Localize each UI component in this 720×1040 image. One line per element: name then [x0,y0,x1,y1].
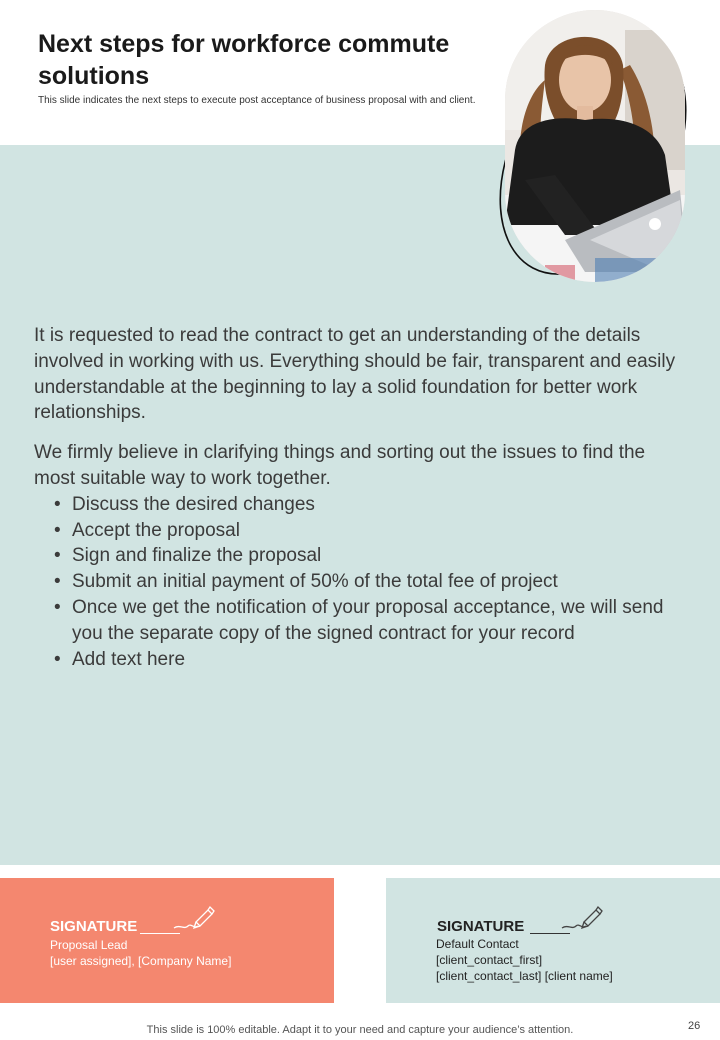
page-title: Next steps for workforce commute solutions [38,30,450,90]
signature-details [436,936,613,984]
signature-card-default-contact [386,878,720,1003]
signature-name: [user assigned], [Company Name] [50,954,232,968]
signature-details [50,937,231,969]
page-number: 26 [688,1020,701,1032]
hero-photo [505,10,685,282]
signature-label: SIGNATURE [437,918,525,935]
list-item: • Submit an initial payment of 50% of the total fee of project [34,569,684,595]
page-subtitle: This slide indicates the next steps to execute post acceptance of business proposal with and client. [38,95,476,106]
signature-first: [client_contact_first] [436,953,543,967]
list-item: • Discuss the desired changes [34,492,684,518]
list-item: • Sign and finalize the proposal [34,543,684,569]
pen-signature-icon [172,902,217,934]
signature-label: SIGNATURE [50,918,138,935]
list-item: • Add text here [34,647,684,673]
paragraph-clarify: We firmly believe in clarifying things and sorting out the issues to find the most suitable way to work together. [34,442,646,489]
signature-role: Default Contact [436,937,519,951]
woman-with-laptop-image [505,10,685,282]
pen-signature-icon [560,902,605,934]
signature-card-proposal-lead [0,878,334,1003]
body-text [34,323,684,672]
paragraph-contract: It is requested to read the contract to get an understanding of the details involved in working with us. Everything should be fair, transparent and easily understandable at the beginning to lay a solid foundation for better work relationships. [34,325,676,424]
next-steps-list [34,492,684,673]
signature-last: [client_contact_last] [client name] [436,969,613,983]
signature-role: Proposal Lead [50,938,128,952]
list-item: • Accept the proposal [34,518,684,544]
list-item: • Once we get the notification of your proposal acceptance, we will send you the separate copy of the signed contract for your record [34,595,684,647]
footer-note: This slide is 100% editable. Adapt it to your need and capture your audience’s attention. [146,1024,574,1036]
